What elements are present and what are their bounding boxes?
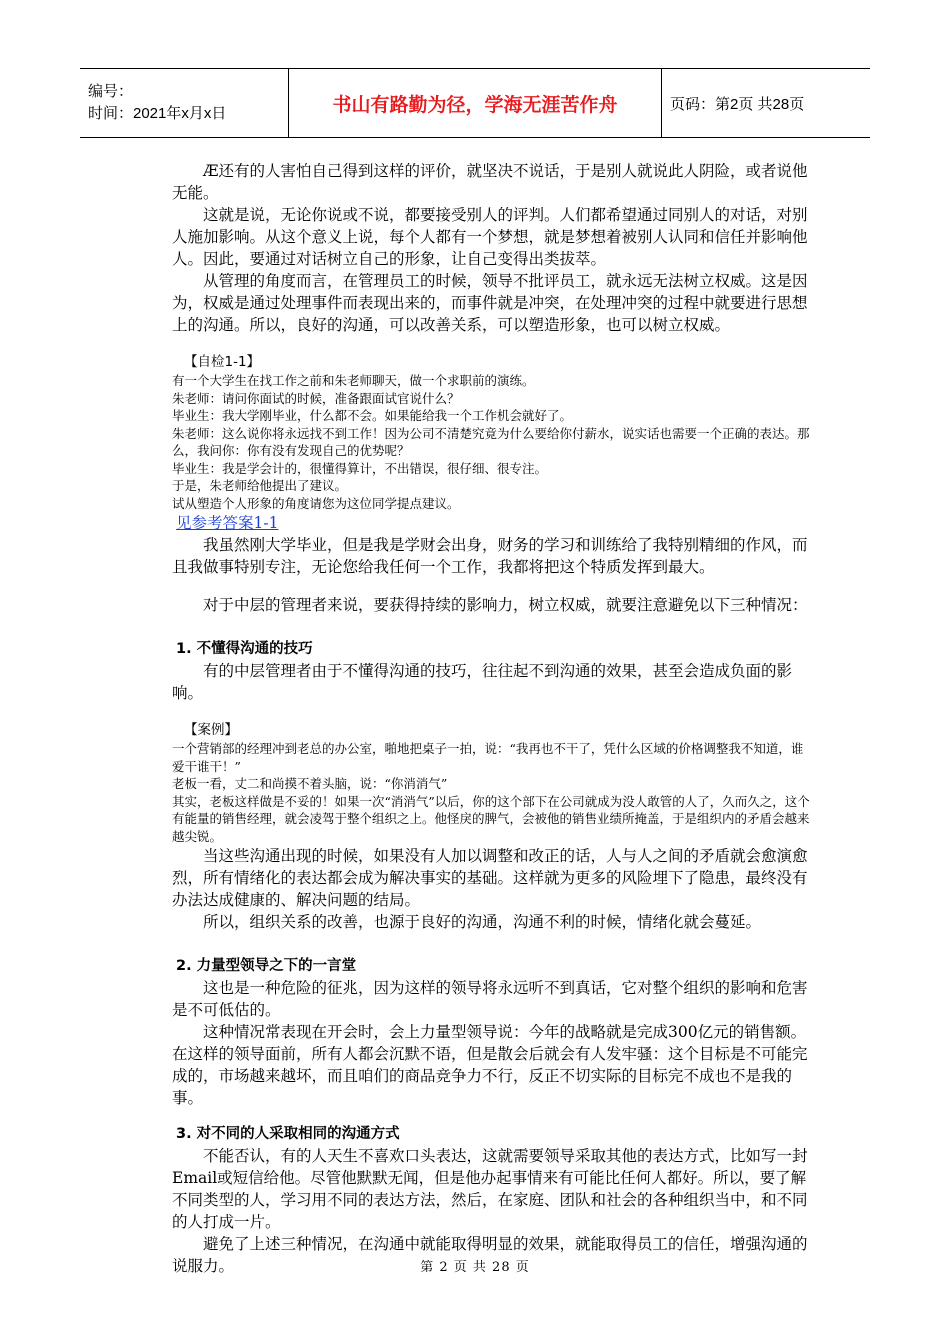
selfcheck-title: 【自检1-1】 [184,354,261,370]
header-page-info: 页码：第2页 共28页 [670,95,805,113]
paragraph: Æ还有的人害怕自己得到这样的评价，就坚决不说话，于是别人就说此人阴险，或者说他无能。 [172,162,808,202]
section-heading-2: 2. 力量型领导之下的一言堂 [176,958,357,974]
paragraph: 我虽然刚大学毕业，但是我是学财会出身，财务的学习和训练给了我特别精细的作风，而且我做事特别专注，无论您给我任何一个工作，我都将把这个特质发挥到最大。 [172,536,808,576]
selfcheck-line: 有一个大学生在找工作之前和朱老师聊天，做一个求职前的演练。 [172,373,535,388]
header-meta [80,69,289,137]
header-motto: 书山有路勤为径，学海无涯苦作舟 [289,69,662,137]
selfcheck-line: 于是，朱老师给他提出了建议。 [172,478,348,493]
paragraph: 当这些沟通出现的时候，如果没有人加以调整和改正的话，人与人之间的矛盾就会愈演愈烈，所有情绪化的表达都会成为解决事实的基础。这样就为更多的风险埋下了隐患，最终没有办法达成健康的、解决问题的结局。 [172,847,808,909]
paragraph: 从管理的角度而言，在管理员工的时候，领导不批评员工，就永远无法树立权威。这是因为，权威是通过处理事件而表现出来的，而事件就是冲突，在处理冲突的过程中就要进行思想上的沟通。所以，良好的沟通，可以改善关系，可以塑造形象，也可以树立权威。 [172,272,808,334]
case-line: 老板一看，丈二和尚摸不着头脑，说：“你消消气” [172,776,448,791]
selfcheck-line: 毕业生：我是学会计的，很懂得算计，不出错误，很仔细、很专注。 [172,460,548,476]
selfcheck-line: 朱老师：这么说你将永远找不到工作！因为公司不清楚究竟为什么要给你付薪水，说实话也需要一个正确的表达。那么，我问你：你有没有发现自己的优势呢？ [172,425,810,458]
page-header [80,68,870,138]
paragraph: 这就是说，无论你说或不说，都要接受别人的评判。人们都希望通过同别人的对话，对别人施加影响。从这个意义上说，每个人都有一个梦想，就是梦想着被别人认同和信任并影响他人。因此，要通过对话树立自己的形象，让自己变得出类拔萃。 [172,206,808,268]
case-line: 一个营销部的经理冲到老总的办公室，啪地把桌子一拍，说：“我再也不干了，凭什么区域的价格调整我不知道，谁爱干谁干！” [172,741,804,774]
header-time-label: 时间：2021年x月x日 [88,105,227,122]
case-title: 【案例】 [184,722,238,738]
selfcheck-line: 朱老师：请问你面试的时候，准备跟面试官说什么？ [172,390,460,406]
answer-link[interactable]: 见参考答案1-1 [176,514,279,532]
paragraph: 这也是一种危险的征兆，因为这样的领导将永远听不到真话，它对整个组织的影响和危害是不可低估的。 [172,979,808,1019]
page-footer: 第 2 页 共 28 页 [420,1260,530,1275]
paragraph: 所以，组织关系的改善，也源于良好的沟通，沟通不利的时候，情绪化就会蔓延。 [203,913,762,931]
paragraph: 这种情况常表现在开会时，会上力量型领导说：今年的战略就是完成300亿元的销售额。在这样的领导面前，所有人都会沉默不语，但是散会后就会有人发牢骚：这个目标是不可能完成的，市场越来越坏，而且咱们的商品竞争力不行，反正不切实际的目标完不成也不是我的事。 [172,1023,808,1107]
paragraph: 有的中层管理者由于不懂得沟通的技巧，往往起不到沟通的效果，甚至会造成负面的影响。 [172,662,793,702]
document-body [172,160,812,1277]
section-heading-3: 3. 对不同的人采取相同的沟通方式 [176,1126,400,1142]
case-line: 其实，老板这样做是不妥的！如果一次“消消气”以后，你的这个部下在公司就成为没人敢管的人了，久而久之，这个有能量的销售经理，就会凌驾于整个组织之上。他怪戾的脾气，会被他的销售业绩所掩盖，于是组织内的矛盾会越来越尖锐。 [172,793,810,844]
selfcheck-line: 毕业生：我大学刚毕业，什么都不会。如果能给我一个工作机会就好了。 [172,408,573,423]
selfcheck-line: 试从塑造个人形象的角度请您为这位同学提点建议。 [172,495,460,511]
paragraph: 避免了上述三种情况，在沟通中就能取得明显的效果，就能取得员工的信任，增强沟通的说服力。 [172,1235,808,1275]
header-number-label: 编号： [88,83,134,100]
paragraph: 不能否认，有的人天生不喜欢口头表达，这就需要领导采取其他的表达方式，比如写一封Email或短信给他。尽管他默默无闻，但是他办起事情来有可能比任何人都好。所以，要了解不同类型的人，学习用不同的表达方法，然后，在家庭、团队和社会的各种组织当中，和不同的人打成一片。 [172,1147,808,1231]
section-heading-1: 1. 不懂得沟通的技巧 [176,641,313,657]
paragraph: 对于中层的管理者来说，要获得持续的影响力，树立权威，就要注意避免以下三种情况： [203,596,808,614]
